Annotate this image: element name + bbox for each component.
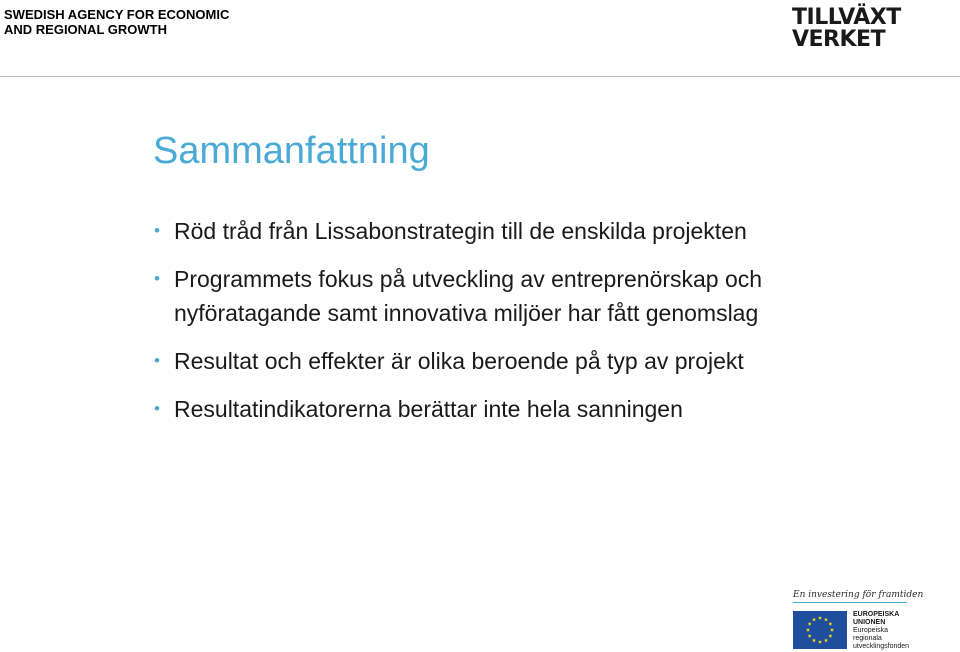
eu-flag-icon (793, 611, 847, 649)
bullet-dot-icon: • (154, 351, 160, 370)
bullet-item (153, 392, 833, 426)
eu-line1: EUROPEISKA (853, 611, 900, 618)
tillvaxtverket-logo (792, 2, 914, 50)
eu-funding-logo (793, 590, 923, 652)
eu-line5: utvecklingsfonden (853, 643, 910, 650)
eu-line3: Europeiska (853, 627, 889, 634)
logo-line1: TILLVÄXT (792, 5, 901, 30)
agency-name-line1: SWEDISH AGENCY FOR ECONOMIC (4, 7, 230, 22)
header-divider (0, 76, 960, 77)
bullet-list (153, 214, 833, 440)
agency-name-line2: AND REGIONAL GROWTH (4, 22, 167, 37)
bullet-text: Röd tråd från Lissabonstrategin till de enskilda projekten (174, 218, 747, 244)
bullet-dot-icon: • (154, 221, 160, 240)
eu-fund-text (853, 611, 909, 651)
eu-tagline-rule (793, 602, 907, 603)
logo-line2: VERKET (792, 27, 886, 52)
bullet-text: Resultat och effekter är olika beroende på typ av projekt (174, 348, 744, 374)
bullet-item (153, 214, 833, 248)
eu-tagline: En investering för framtiden (793, 590, 924, 600)
bullet-item (153, 344, 833, 378)
bullet-dot-icon: • (154, 269, 160, 288)
bullet-item (153, 262, 833, 330)
bullet-dot-icon: • (154, 399, 160, 418)
eu-line2: UNIONEN (853, 619, 886, 626)
bullet-text: Resultatindikatorerna berättar inte hela sanningen (174, 396, 683, 422)
slide-title: Sammanfattning (153, 130, 430, 172)
agency-name (4, 7, 229, 37)
eu-line4: regionala (853, 635, 882, 642)
bullet-text: Programmets fokus på utveckling av entreprenörskap och nyföratagande samt innovativa miljöer har fått genomslag (174, 266, 763, 326)
